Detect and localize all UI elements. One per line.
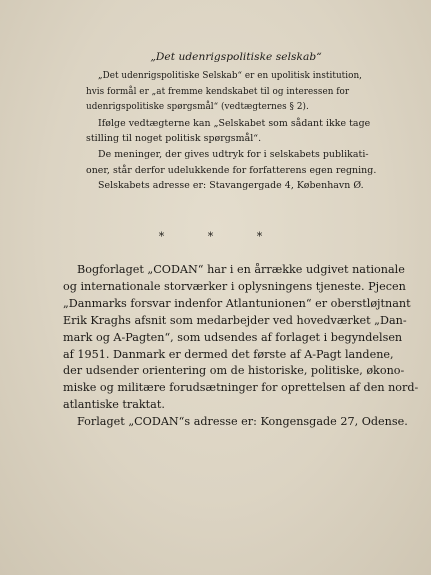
publisher-note <box>63 262 419 431</box>
section-separator: * * * <box>158 230 283 243</box>
publisher-line: der udsender orientering om de historiske, politiske, økono- <box>63 364 405 378</box>
notice-line: stilling til noget politisk spørgsmål“. <box>86 133 262 145</box>
society-notice <box>86 50 386 194</box>
notice-line: Selskabets adresse er: Stavangergade 4, København Ø. <box>98 180 364 192</box>
notice-line: udenrigspolitiske spørgsmål“ (vedtægternes § 2). <box>86 102 309 113</box>
publisher-line: Forlaget „CODAN“s adresse er: Kongensgade 27, Odense. <box>77 415 408 429</box>
publisher-line: miske og militære forudsætninger for oprettelsen af den nord- <box>63 381 419 395</box>
notice-line: „Det udenrigspolitiske Selskab“ er en upolitisk institution, <box>98 71 363 81</box>
notice-line: hvis formål er „at fremme kendskabet til og interessen for <box>86 86 350 97</box>
notice-line: Ifølge vedtægterne kan „Selskabet som sådant ikke tage <box>98 117 371 129</box>
publisher-line: Erik Kraghs afsnit som medarbejder ved hovedværket „Dan- <box>63 313 407 327</box>
publisher-line: mark og A-Pagten“, som udsendes af forlaget i begyndelsen <box>63 330 403 344</box>
publisher-line: „Danmarks forsvar indenfor Atlantunionen“ er oberstløjtnant <box>63 296 411 310</box>
publisher-line: Bogforlaget „CODAN“ har i en årrække udgivet nationale <box>77 263 405 276</box>
notice-line: De meninger, der gives udtryk for i selskabets publikati- <box>98 148 369 160</box>
notice-line: oner, står derfor udelukkende for forfatterens egen regning. <box>86 164 377 176</box>
publisher-line: og internationale storværker i oplysningens tjeneste. Pjecen <box>63 279 406 293</box>
publisher-line: atlantiske traktat. <box>63 398 165 412</box>
publisher-line: af 1951. Danmark er dermed det første af A-Pagt landene, <box>63 347 394 361</box>
notice-title: „Det udenrigspolitiske selskab“ <box>150 51 322 63</box>
